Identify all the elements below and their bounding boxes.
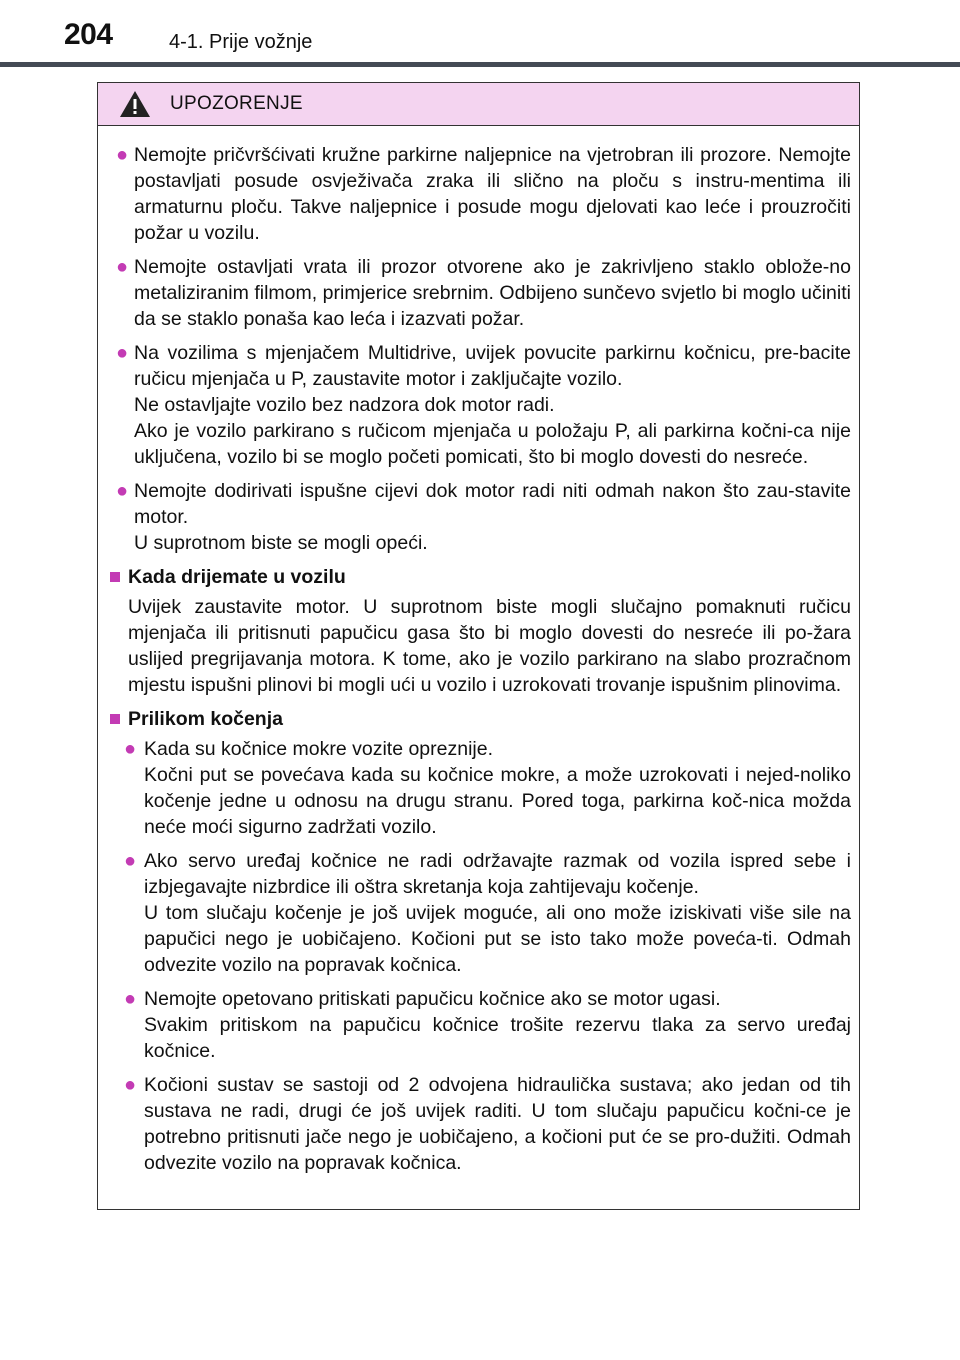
item-text: Svakim pritiskom na papučicu kočnice trošite rezervu tlaka za servo uređaj kočnice. xyxy=(144,1014,851,1062)
square-bullet-icon xyxy=(110,572,120,582)
section-heading-sleep xyxy=(106,564,851,590)
item-text: Ne ostavljajte vozilo bez nadzora dok motor radi. xyxy=(134,394,555,416)
item-text: Nemojte pričvršćivati kružne parkirne naljepnice na vjetrobran ili prozore. Nemojte postavljati posude osvježivača zraka ili slično na ploču s instru-mentima ili armaturnu ploču. Takve naljepnice i posude mogu djelovati kao leće i prouzročiti požar u vozilu. xyxy=(134,144,851,244)
list-item xyxy=(106,986,851,1064)
square-bullet-icon xyxy=(110,714,120,724)
bullet-icon: ● xyxy=(124,738,137,760)
item-text: Kada su kočnice mokre vozite opreznije. xyxy=(144,738,494,760)
bullet-icon: ● xyxy=(116,480,129,502)
warning-header xyxy=(98,83,859,126)
section-label: 4-1. Prije vožnje xyxy=(169,31,313,53)
warning-title: UPOZORENJE xyxy=(170,93,303,114)
item-text: Ako je vozilo parkirano s ručicom mjenjača u položaju P, ali parkirna kočni-ca nije uključena, vozilo bi se moglo početi pomicati, što bi moglo dovesti do nesreće. xyxy=(134,420,851,468)
section-heading-braking xyxy=(106,706,851,732)
heading-text: Prilikom kočenja xyxy=(128,708,283,730)
page-number: 204 xyxy=(64,18,113,51)
list-item xyxy=(106,142,851,246)
bullet-icon: ● xyxy=(116,342,129,364)
item-text: Nemojte ostavljati vrata ili prozor otvorene ako je zakrivljeno staklo oblože-no metaliziranim filmom, primjerice srebrnim. Odbijeno sunčevo svjetlo bi moglo učiniti da se staklo ponaša kao leća i izazvati požar. xyxy=(134,256,851,330)
warning-content xyxy=(98,126,859,1176)
bullet-icon: ● xyxy=(116,256,129,278)
warning-triangle-icon xyxy=(118,89,152,119)
list-item xyxy=(106,254,851,332)
list-item xyxy=(106,478,851,556)
item-text: Kočni put se povećava kada su kočnice mokre, a može uzrokovati i nejed-noliko kočenje jedne u odnosu na drugu stranu. Pored toga, parkirna koč-nica možda neće moći sigurno zadržati vozilo. xyxy=(144,764,851,838)
item-text: Ako servo uređaj kočnice ne radi održavajte razmak od vozila ispred sebe i izbjegavajte nizbrdice ili oštra skretanja koja zahtijevaju kočenje. xyxy=(144,850,851,898)
item-text: U suprotnom biste se mogli opeći. xyxy=(134,532,428,554)
bullet-icon: ● xyxy=(124,850,137,872)
bullet-icon: ● xyxy=(124,988,137,1010)
item-text: Nemojte opetovano pritiskati papučicu kočnice ako se motor ugasi. xyxy=(144,988,721,1010)
list-item xyxy=(106,848,851,978)
item-text: Na vozilima s mjenjačem Multidrive, uvijek povucite parkirnu kočnicu, pre-bacite ručicu mjenjača u P, zaustavite motor i zaključajte vozilo. xyxy=(134,342,851,390)
list-item xyxy=(106,1072,851,1176)
header-rule xyxy=(0,62,960,67)
warning-box xyxy=(97,82,860,1210)
section-paragraph: Uvijek zaustavite motor. U suprotnom biste mogli slučajno pomaknuti ručicu mjenjača ili pritisnuti papučicu gasa što bi moglo dovesti do nesreće ili po-žara uslijed pregrijavanja motora. K tome, ako je vozilo parkirano na slabo prozračnom mjestu ispušni plinovi bi mogli ući u vozilo i uzrokovati trovanje ispušnim plinovima. xyxy=(128,596,851,696)
item-text: Kočioni sustav se sastoji od 2 odvojena hidraulička sustava; ako jedan od tih sustava ne radi, drugi će još uvijek raditi. U tom slučaju papučicu kočni-ce je potrebno pritisnuti jače nego je uobičajeno, a kočioni put će se pro-dužiti. Odmah odvezite vozilo na popravak kočnica. xyxy=(144,1074,851,1174)
list-item xyxy=(106,340,851,470)
item-text: U tom slučaju kočenje je još uvijek moguće, ali ono može iziskivati više sile na papučici nego je uobičajeno. Kočioni put se isto tako može poveća-ti. Odmah odvezite vozilo na popravak kočnica. xyxy=(144,902,851,976)
list-item xyxy=(106,736,851,840)
bullet-icon: ● xyxy=(124,1074,137,1096)
item-text: Nemojte dodirivati ispušne cijevi dok motor radi niti odmah nakon što zau-stavite motor. xyxy=(134,480,851,528)
heading-text: Kada drijemate u vozilu xyxy=(128,566,346,588)
bullet-icon: ● xyxy=(116,144,129,166)
